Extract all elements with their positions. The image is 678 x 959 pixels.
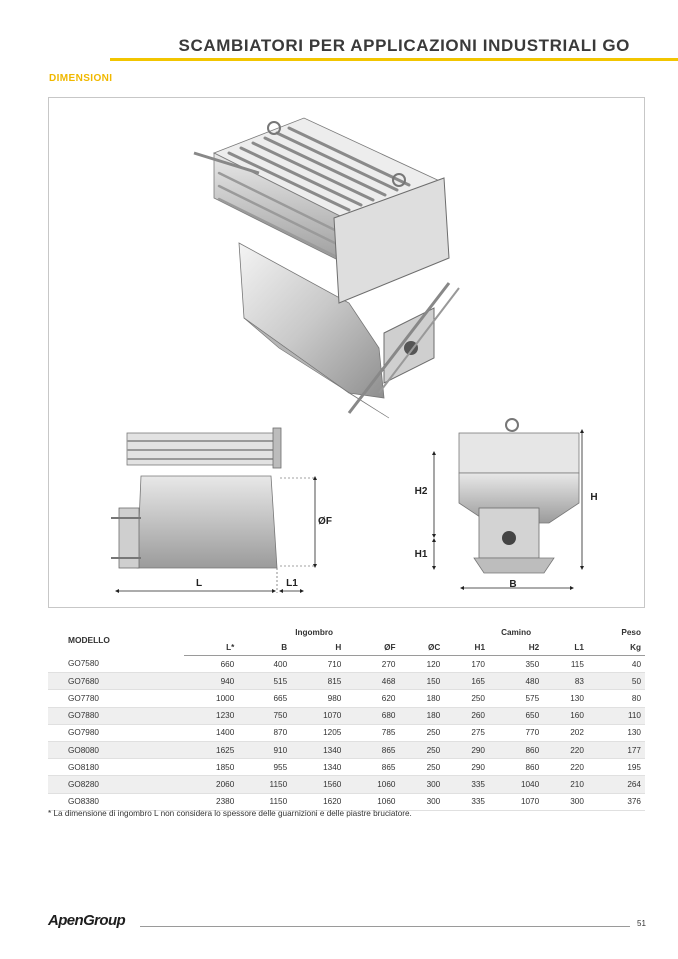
table-cell-model: GO8080 [48, 741, 184, 758]
table-cell: 335 [444, 793, 489, 810]
table-row [48, 656, 645, 673]
column-header: H1 [444, 640, 489, 656]
table-cell: 680 [345, 707, 399, 724]
table-cell: 80 [588, 690, 645, 707]
table-cell: 300 [543, 793, 588, 810]
table-cell: 160 [543, 707, 588, 724]
table-cell: 785 [345, 724, 399, 741]
dim-label-h2: H2 [414, 486, 428, 497]
page-title: SCAMBIATORI PER APPLICAZIONI INDUSTRIALI GO [178, 36, 630, 55]
table-cell: 290 [444, 759, 489, 776]
table-cell: 400 [238, 656, 291, 673]
table-cell: 177 [588, 741, 645, 758]
title-underline [110, 58, 678, 61]
table-cell: 955 [238, 759, 291, 776]
table-cell: 860 [489, 741, 543, 758]
table-cell: 660 [184, 656, 238, 673]
table-cell: 275 [444, 724, 489, 741]
table-cell: 1205 [291, 724, 345, 741]
table-cell: 620 [345, 690, 399, 707]
table-cell-model: GO8380 [48, 793, 184, 810]
table-cell: 1620 [291, 793, 345, 810]
table-cell: 50 [588, 673, 645, 690]
column-header: H2 [489, 640, 543, 656]
table-cell: 250 [444, 690, 489, 707]
table-cell: 1560 [291, 776, 345, 793]
table-cell: 130 [588, 724, 645, 741]
table-row [48, 673, 645, 690]
table-cell-model: GO7680 [48, 673, 184, 690]
side-view-drawing [111, 428, 281, 593]
column-header: L* [184, 640, 238, 656]
footnote: * La dimensione di ingombro L non considera lo spessore delle guarnizioni e delle piastre bruciatore. [48, 809, 412, 818]
dim-label-h1: H1 [414, 549, 428, 560]
table-cell: 300 [399, 776, 444, 793]
column-header: H [291, 640, 345, 656]
table-cell: 376 [588, 793, 645, 810]
table-cell: 1400 [184, 724, 238, 741]
table-cell: 940 [184, 673, 238, 690]
table-cell: 264 [588, 776, 645, 793]
table-cell: 750 [238, 707, 291, 724]
table-cell: 1150 [238, 776, 291, 793]
column-header: Kg [588, 640, 645, 656]
table-cell: 650 [489, 707, 543, 724]
table-row [48, 759, 645, 776]
dim-label-l1: L1 [286, 578, 298, 589]
table-cell: 815 [291, 673, 345, 690]
table-cell: 120 [399, 656, 444, 673]
table-cell: 195 [588, 759, 645, 776]
table-cell: 1040 [489, 776, 543, 793]
table-cell: 865 [345, 759, 399, 776]
table-cell: 350 [489, 656, 543, 673]
page-number: 51 [637, 919, 646, 928]
table-row [48, 776, 645, 793]
table-cell: 130 [543, 690, 588, 707]
table-cell: 1150 [238, 793, 291, 810]
table-row [48, 741, 645, 758]
footer-divider [140, 926, 630, 927]
table-cell: 250 [399, 724, 444, 741]
column-header: ØC [399, 640, 444, 656]
group-header-ingombro: Ingombro [295, 628, 334, 637]
table-cell: 300 [399, 793, 444, 810]
table-cell: 860 [489, 759, 543, 776]
table-cell: 40 [588, 656, 645, 673]
dim-label-phi-f: ØF [318, 516, 332, 527]
table-cell: 2060 [184, 776, 238, 793]
table-cell: 770 [489, 724, 543, 741]
group-header-peso: Peso [621, 628, 641, 637]
table-cell: 250 [399, 741, 444, 758]
table-cell: 250 [399, 759, 444, 776]
table-cell: 1070 [291, 707, 345, 724]
table-cell: 1340 [291, 741, 345, 758]
table-cell: 515 [238, 673, 291, 690]
table-cell: 260 [444, 707, 489, 724]
table-cell: 980 [291, 690, 345, 707]
table-cell: 1060 [345, 776, 399, 793]
table-cell: 150 [399, 673, 444, 690]
table-cell: 1070 [489, 793, 543, 810]
table-cell: 1060 [345, 793, 399, 810]
table-cell: 1340 [291, 759, 345, 776]
table-cell: 202 [543, 724, 588, 741]
column-header: L1 [543, 640, 588, 656]
table-cell: 180 [399, 707, 444, 724]
apengroup-logo: ApenGroup [48, 912, 126, 929]
table-cell-model: GO7880 [48, 707, 184, 724]
table-cell: 115 [543, 656, 588, 673]
table-cell: 220 [543, 741, 588, 758]
table-cell: 110 [588, 707, 645, 724]
table-row [48, 724, 645, 741]
isometric-heat-exchanger [194, 118, 459, 418]
table-cell-model: GO7780 [48, 690, 184, 707]
front-view-drawing [459, 419, 579, 573]
section-title: DIMENSIONI [49, 73, 113, 84]
table-cell: 220 [543, 759, 588, 776]
group-header-camino: Camino [501, 628, 532, 637]
table-cell: 870 [238, 724, 291, 741]
dim-label-h: H [590, 492, 598, 503]
table-cell: 575 [489, 690, 543, 707]
table-cell-model: GO8280 [48, 776, 184, 793]
table-cell: 2380 [184, 793, 238, 810]
table-group-header-row [48, 625, 645, 640]
table-row [48, 707, 645, 724]
table-cell-model: GO8180 [48, 759, 184, 776]
table-cell-model: GO7980 [48, 724, 184, 741]
table-cell: 83 [543, 673, 588, 690]
table-cell: 710 [291, 656, 345, 673]
column-header: ØF [345, 640, 399, 656]
table-cell: 210 [543, 776, 588, 793]
table-cell: 170 [444, 656, 489, 673]
table-cell: 1850 [184, 759, 238, 776]
table-cell: 1000 [184, 690, 238, 707]
table-cell: 865 [345, 741, 399, 758]
table-cell: 910 [238, 741, 291, 758]
dimensions-table [48, 625, 645, 811]
dim-label-l: L [195, 578, 203, 589]
table-cell: 480 [489, 673, 543, 690]
product-drawings-frame [48, 97, 645, 608]
table-cell: 290 [444, 741, 489, 758]
table-cell: 165 [444, 673, 489, 690]
table-cell: 665 [238, 690, 291, 707]
table-row [48, 793, 645, 810]
model-column-header: MODELLO [68, 635, 110, 646]
dim-label-b: B [509, 579, 517, 590]
column-header: B [238, 640, 291, 656]
table-cell: 1625 [184, 741, 238, 758]
table-cell-model: GO7580 [48, 656, 184, 673]
table-cell: 270 [345, 656, 399, 673]
table-row [48, 690, 645, 707]
product-drawings [49, 98, 646, 609]
table-cell: 335 [444, 776, 489, 793]
table-cell: 180 [399, 690, 444, 707]
table-cell: 468 [345, 673, 399, 690]
table-cell: 1230 [184, 707, 238, 724]
